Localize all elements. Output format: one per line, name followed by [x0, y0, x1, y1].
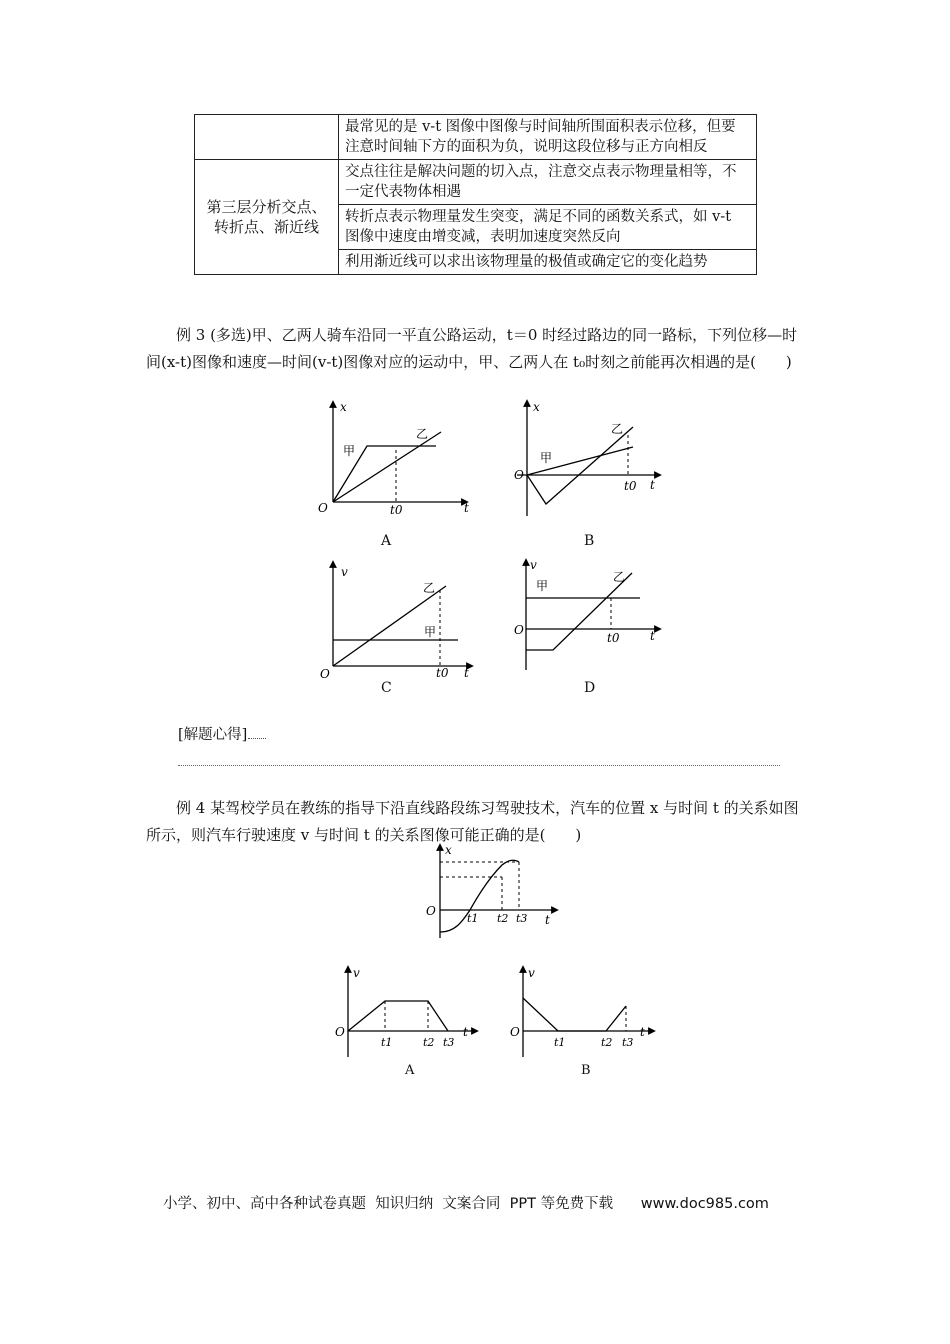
solve-label: [解题心得]: [178, 727, 248, 743]
curve-v-t: [348, 1001, 448, 1031]
svg-text:甲: 甲: [536, 579, 549, 593]
svg-text:O: O: [510, 1025, 520, 1039]
svg-text:x: x: [533, 400, 540, 414]
svg-text:t2: t2: [601, 1036, 613, 1049]
svg-text:O: O: [318, 501, 328, 515]
svg-text:O: O: [335, 1025, 345, 1039]
table-row-asymptote: 利用渐近线可以求出该物理量的极值或确定它的变化趋势: [339, 250, 757, 275]
figure3-d-label: D: [584, 680, 596, 696]
svg-text:v: v: [528, 966, 535, 980]
svg-text:v: v: [353, 966, 360, 980]
svg-text:t2: t2: [497, 912, 509, 925]
svg-text:t: t: [463, 1025, 468, 1039]
table-row-turning-point: 转折点表示物理量发生突变，满足不同的函数关系式，如 v-t 图像中速度由增变减，表明加速度突然反向: [339, 205, 757, 250]
svg-text:t: t: [464, 501, 469, 515]
figure3-a: [310, 400, 480, 520]
table-layer3-label: 第三层分析交点、转折点、渐近线: [195, 160, 339, 275]
svg-text:x: x: [445, 843, 452, 857]
svg-text:甲: 甲: [540, 451, 553, 465]
figure3-c: [312, 560, 482, 685]
footer-banner: 小学、初中、高中各种试卷真题 知识归纳 文案合同 PPT 等免费下载 www.doc985.com: [163, 1196, 769, 1212]
example3-question: 例 3 (多选)甲、乙两人骑车沿同一平直公路运动，t＝0 时经过路边的同一路标，下列位移—时间(x-t)图像和速度—时间(v-t)图像对应的运动中，甲、乙两人在 t₀时刻之前能再次相遇的是( ): [146, 326, 798, 371]
table-empty-cell: [195, 115, 339, 160]
svg-text:O: O: [320, 667, 330, 681]
figure4-a-label: A: [405, 1063, 415, 1078]
svg-text:t0: t0: [390, 503, 403, 517]
svg-text:t3: t3: [622, 1036, 634, 1049]
curve-v-t: [523, 998, 626, 1031]
svg-text:t0: t0: [607, 631, 620, 645]
figure3-b-label: B: [584, 533, 595, 549]
svg-text:x: x: [340, 400, 347, 414]
svg-text:乙: 乙: [416, 427, 429, 441]
svg-text:t1: t1: [554, 1036, 566, 1049]
figure4-main: [420, 842, 560, 940]
figure3-b: [510, 398, 670, 523]
figure4-a: [330, 965, 480, 1060]
svg-text:O: O: [426, 904, 436, 918]
analysis-table: [194, 114, 757, 275]
svg-text:O: O: [514, 468, 524, 482]
figure3-d: [510, 558, 670, 675]
svg-text:t3: t3: [443, 1036, 455, 1049]
svg-text:O: O: [514, 623, 524, 637]
curve-yi: [333, 432, 441, 502]
svg-text:t: t: [545, 913, 550, 927]
svg-text:t: t: [640, 1025, 645, 1039]
svg-text:t: t: [650, 629, 655, 643]
svg-text:甲: 甲: [343, 444, 356, 458]
curve-yi: [527, 427, 633, 504]
figure4-b-label: B: [581, 1063, 591, 1078]
svg-text:t: t: [650, 478, 655, 492]
svg-text:t: t: [464, 666, 469, 680]
svg-text:v: v: [530, 558, 537, 572]
figure4-b: [506, 965, 656, 1060]
figure3-c-label: C: [381, 680, 392, 696]
svg-text:t0: t0: [436, 666, 449, 680]
svg-text:t1: t1: [381, 1036, 393, 1049]
svg-text:t1: t1: [467, 912, 479, 925]
svg-text:v: v: [341, 565, 348, 579]
figure3-a-label: A: [381, 533, 392, 549]
divider: [178, 765, 780, 766]
solve-notes: [178, 723, 266, 744]
svg-text:乙: 乙: [611, 422, 624, 436]
svg-text:乙: 乙: [613, 570, 626, 584]
svg-text:t2: t2: [423, 1036, 435, 1049]
svg-text:乙: 乙: [423, 581, 436, 595]
example4-question: 例 4 某驾校学员在教练的指导下沿直线路段练习驾驶技术，汽车的位置 x 与时间 t 的关系如图所示，则汽车行驶速度 v 与时间 t 的关系图像可能正确的是( ): [146, 799, 799, 844]
svg-text:甲: 甲: [424, 625, 437, 639]
svg-text:t3: t3: [516, 912, 528, 925]
table-row-intersection: 交点往往是解决问题的切入点，注意交点表示物理量相等，不一定代表物体相遇: [339, 160, 757, 205]
table-row-area: 最常见的是 v-t 图像中图像与时间轴所围面积表示位移，但要注意时间轴下方的面积为负，说明这段位移与正方向相反: [339, 115, 757, 160]
svg-text:t0: t0: [624, 479, 637, 493]
